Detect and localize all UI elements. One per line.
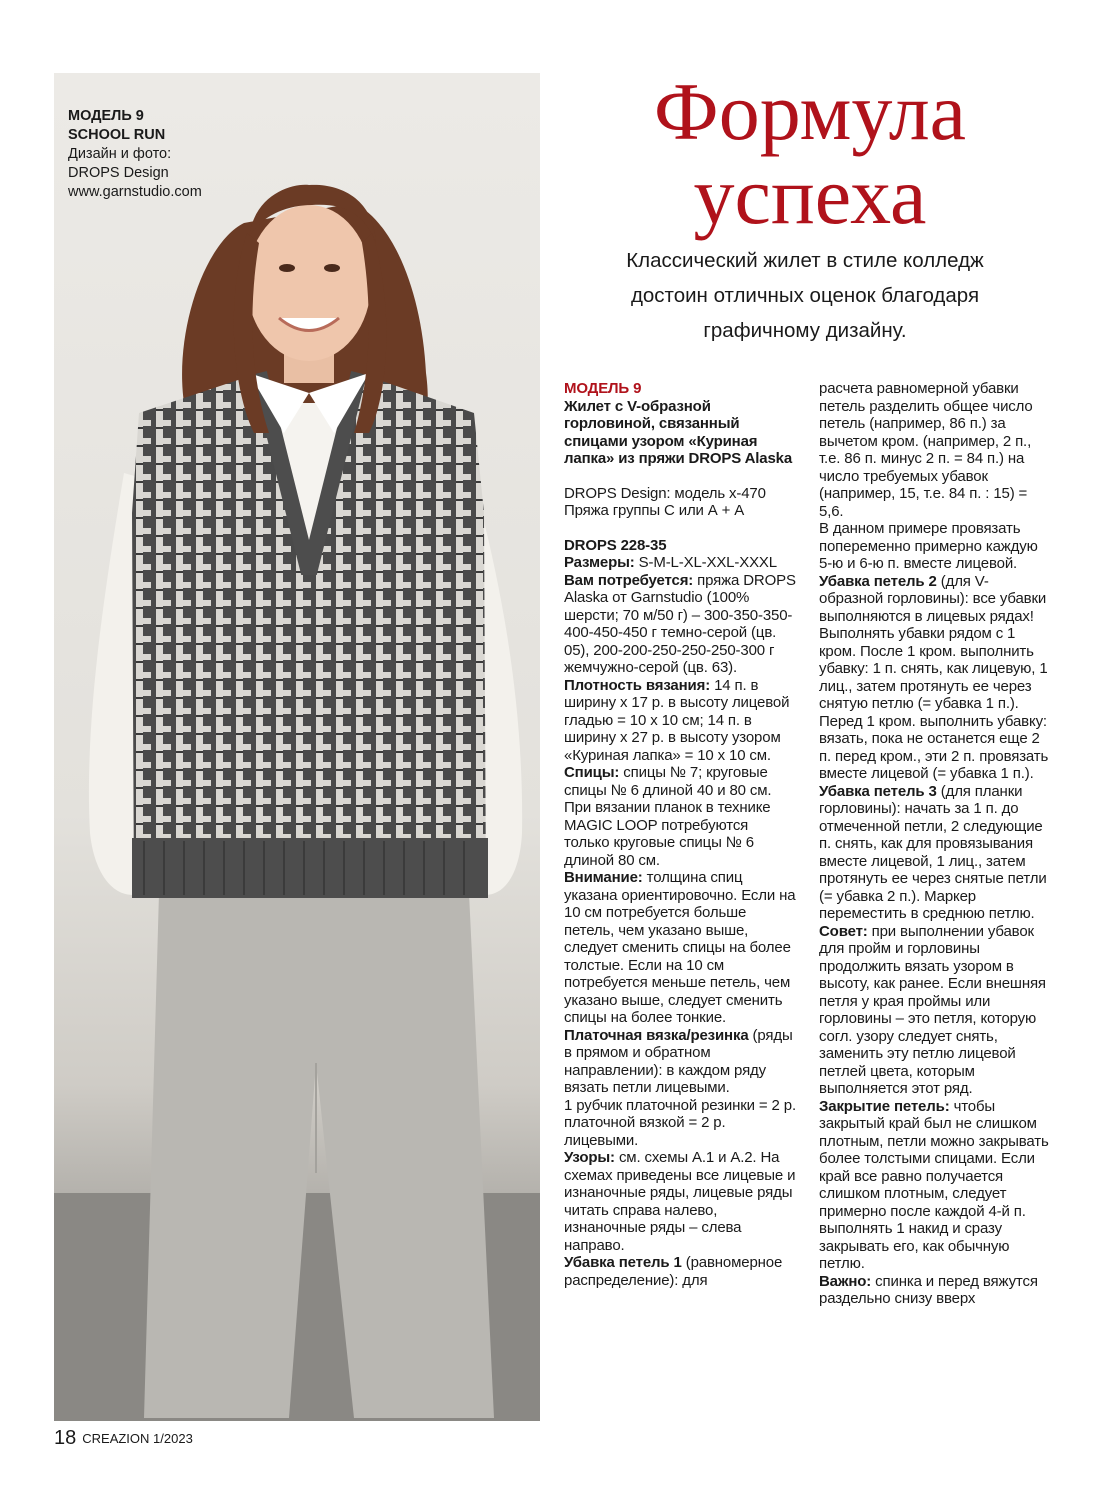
credit-url: www.garnstudio.com (68, 184, 202, 200)
model-label: МОДЕЛЬ 9 (564, 380, 642, 397)
page-title (560, 66, 1060, 241)
garter-ridge-para: 1 рубчик платочной резинки = 2 р. платочной вязкой = 2 р. лицевыми. (564, 1096, 796, 1149)
patterns-value: см. схемы А.1 и А.2. На схемах приведены все лицевые и изнаночные ряды, лицевые ряды читать справа налево, изнаночные ряды – слева направо. (564, 1149, 796, 1254)
bindoff-value: чтобы закрытый край был не слишком плотным, петли можно закрывать более толстыми спицами. Если край все равно получается слишком плотным, следует примерно после каждой 4-й п. выполнять 1 накид и сразу закрывать его, как обычную петлю. (819, 1097, 1049, 1272)
garter-para (564, 1027, 796, 1097)
credit-name: SCHOOL RUN (68, 127, 166, 143)
important-label: Важно: (819, 1272, 872, 1290)
title-line: успеха (693, 150, 927, 241)
garter-value: (ряды в прямом и обратном направлении): в каждом ряду вязать петли лицевыми. (564, 1026, 793, 1096)
density-para (564, 677, 796, 765)
lead-paragraph (580, 243, 1030, 348)
tip-label: Совет: (819, 922, 868, 940)
credit-line: Дизайн и фото: (68, 146, 172, 162)
patterns-label: Узоры: (564, 1149, 615, 1166)
density-value: 14 п. в ширину х 17 р. в высоту лицевой гладью = 10 х 10 см; 14 п. в ширину х 27 р. в высоту узором «Куриная лапка» = 10 х 10 см. (564, 676, 790, 764)
credit-line: DROPS Design (68, 165, 169, 181)
issue-label: CREAZION 1/2023 (82, 1431, 193, 1446)
decrease2-value: (для V-образной горловины): все убавки выполняются в лицевых рядах! Выполнять убавки рядом с 1 кром. После 1 кром. выполнить убавку: 1 п. снять, как лицевую, 1 лиц., затем протянуть ее через снятую петлю (= убавка 1 п.). (819, 572, 1048, 712)
decrease3-label: Убавка петель 3 (819, 782, 937, 800)
attention-label: Внимание: (564, 869, 643, 886)
article-heading: Жилет с V-образной горловиной, связанный спицами узором «Куриная лапка» из пряжи DROPS Alaska (564, 397, 793, 467)
decrease2-label: Убавка петель 2 (819, 572, 937, 590)
bindoff-label: Закрытие петель: (819, 1097, 950, 1115)
photo-credit (68, 107, 202, 202)
credit-model: МОДЕЛЬ 9 (68, 108, 144, 124)
pattern-code: DROPS 228-35 (564, 536, 667, 554)
attention-para (564, 869, 796, 1027)
lead-line: Классический жилет в стиле колледж (626, 249, 984, 272)
attention-value: толщина спиц указана ориентировочно. Если на 10 см потребуется больше петель, чем указано выше, следует сменить спицы на более толстые. Если на 10 см потребуется меньше петель, чем указано выше, следует сменить спицы на более тонкие. (564, 869, 796, 1026)
sizes-para (564, 554, 796, 572)
model-photo (54, 73, 540, 1421)
title-line: Формула (653, 66, 967, 157)
decrease2-para (819, 573, 1051, 713)
important-value: спинка и перед вяжутся раздельно снизу вверх (819, 1272, 1038, 1307)
materials-value: пряжа DROPS Alaska от Garnstudio (100% шерсти; 70 м/50 г) – 300-350-350-400-450-450 г темно-серой (цв. 05), 200-200-250-250-250-300 г жемчужно-серой (цв. 63). (564, 571, 796, 676)
important-para (819, 1273, 1051, 1308)
page-footer (54, 1427, 193, 1450)
decrease1-label: Убавка петель 1 (564, 1254, 682, 1271)
materials-label: Вам потребуется: (564, 571, 694, 589)
tip-value: при выполнении убавок для пройм и горловины продолжить вязать узором в высоту, как ранее. Если внешняя петля у края проймы или горловины – это петля, которую согл. узору следует снять, заменить эту петлю лицевой петлей цвета, которым выполняется этот ряд. (819, 922, 1046, 1097)
design-ref: DROPS Design: модель х-470 (564, 484, 766, 502)
text-column-2 (819, 380, 1051, 1308)
text-column-1 (564, 380, 796, 1289)
decrease-calc-para: расчета равномерной убавки петель разделить общее число петель (например, 86 п.) за вычетом кром. (например, 2 п., т.е. 86 п. минус 2 п. = 84 п.) на число требуемых убавок (например, 15, т.е. 84 п. : 15) = 5,6. (819, 380, 1033, 520)
decrease1-value: (равномерное распределение): для (564, 1254, 783, 1289)
model-illustration (54, 73, 540, 1421)
decrease1-para (564, 1254, 796, 1289)
needles-para (564, 764, 796, 799)
bindoff-para (819, 1098, 1051, 1273)
lead-line: графичному дизайну. (703, 319, 907, 342)
decrease2b-para: Перед 1 кром. выполнить убавку: вязать, пока не останется еще 2 п. перед кром., эти 2 п. провязать вместе лицевой (= убавка 1 п.). (819, 712, 1049, 782)
tip-para (819, 923, 1051, 1098)
decrease-example-para: В данном примере провязать попеременно примерно каждую 5-ю и 6-ю п. вместе лицевой. (819, 520, 1038, 572)
decrease3-para (819, 783, 1051, 923)
decrease3-value: (для планки горловины): начать за 1 п. до отмеченной петли, 2 следующие п. снять, как для провязывания вместе лицевой, 1 лиц., затем протянуть ее через снятые петли (= убавка 2 п.). Маркер переместить в среднюю петлю. (819, 782, 1047, 922)
sizes-value: S-M-L-XL-XXL-XXXL (638, 554, 777, 571)
sizes-label: Размеры: (564, 554, 635, 571)
materials-para (564, 572, 796, 677)
needles-label: Спицы: (564, 764, 620, 781)
needles-value: спицы № 7; круговые спицы № 6 длиной 40 и 80 см. (564, 764, 772, 799)
patterns-para (564, 1149, 796, 1254)
magic-loop-para: При вязании планок в технике MAGIC LOOP потребуются только круговые спицы № 6 длиной 80 см. (564, 799, 771, 869)
density-label: Плотность вязания: (564, 676, 711, 694)
lead-line: достоин отличных оценок благодаря (630, 284, 980, 307)
page-number: 18 (54, 1427, 77, 1449)
yarn-group: Пряжа группы С или А + А (564, 502, 745, 519)
garter-label: Платочная вязка/резинка (564, 1026, 749, 1044)
